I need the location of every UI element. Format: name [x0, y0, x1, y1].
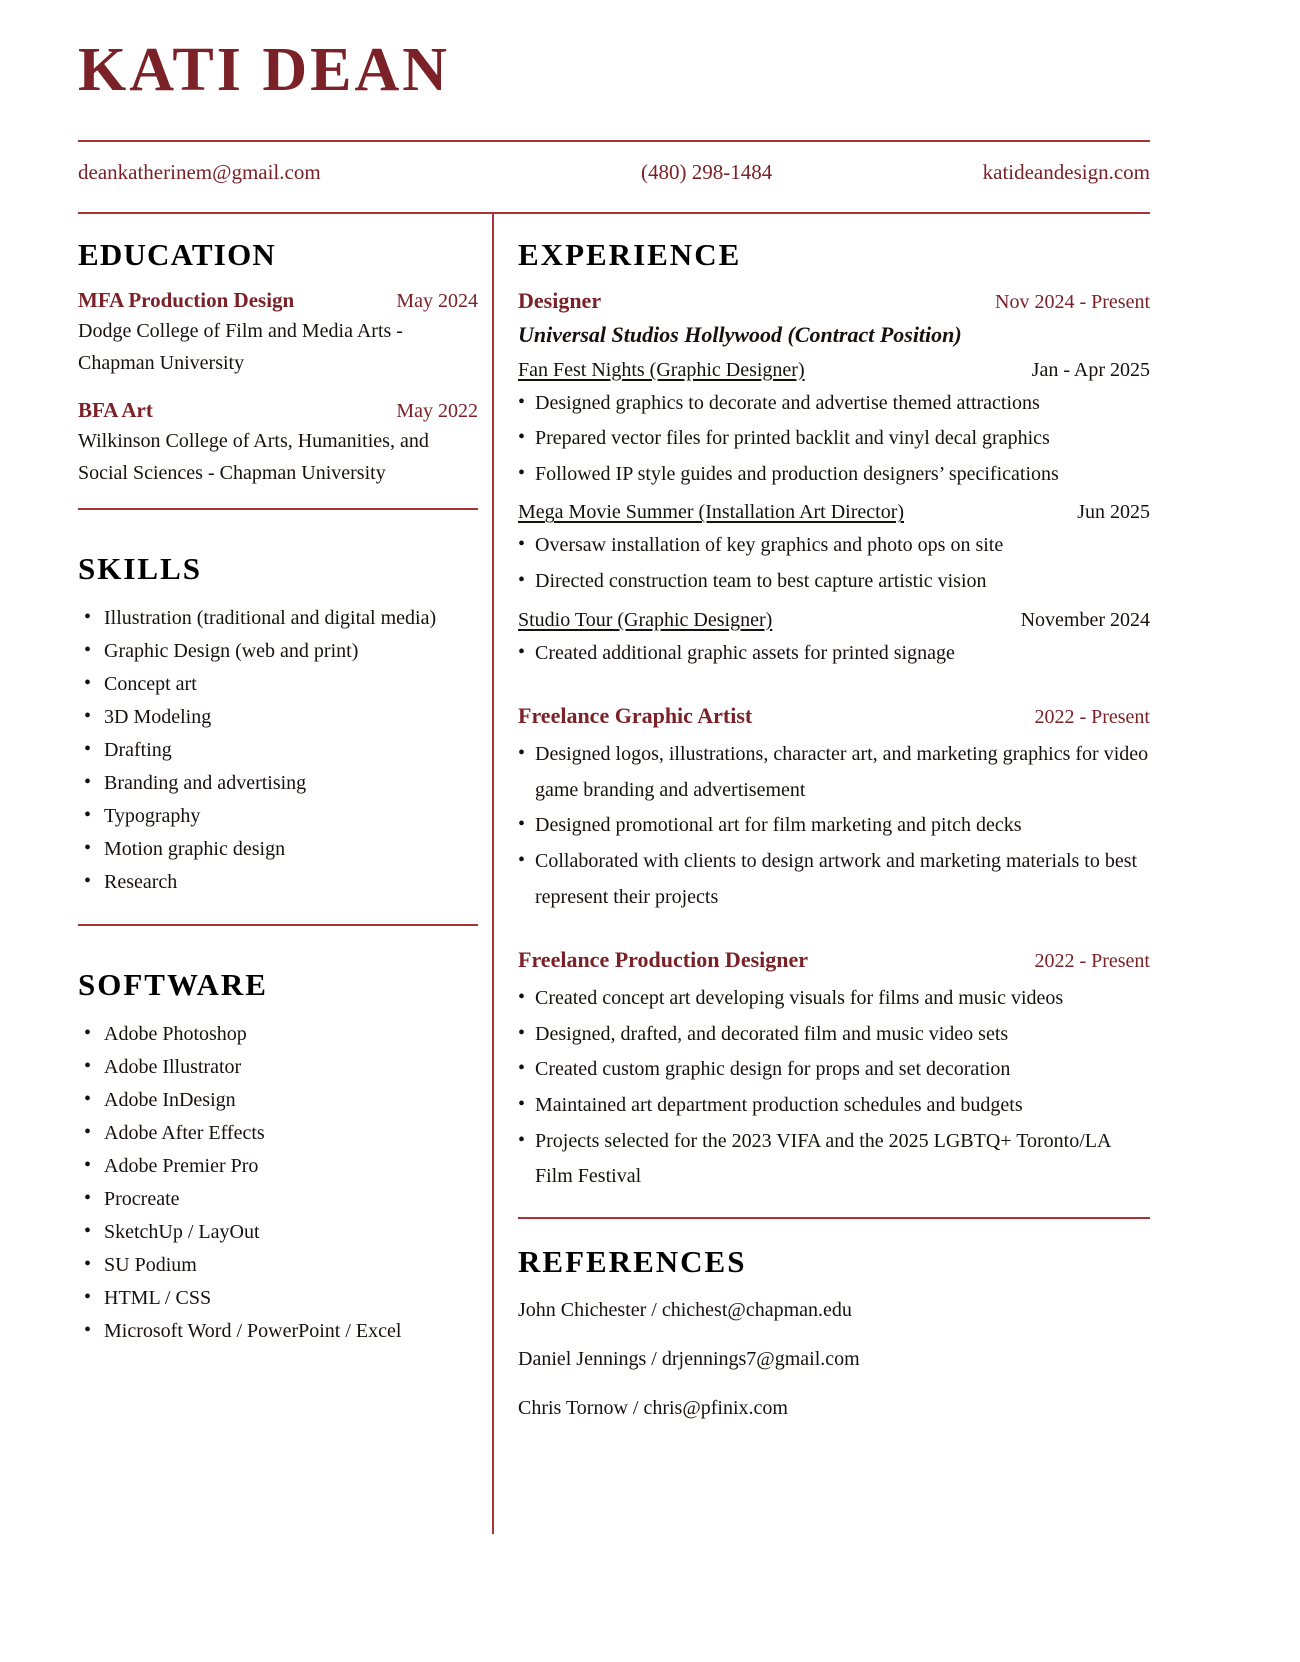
job-title: Freelance Production Designer [518, 947, 809, 973]
job-title: Freelance Graphic Artist [518, 703, 753, 729]
candidate-name: KATI DEAN [78, 36, 451, 104]
job-header [518, 947, 1150, 973]
list-item: • Typography [78, 800, 478, 832]
job-date: Nov 2024 - Present [995, 291, 1150, 314]
education-divider [78, 508, 478, 510]
contact-divider [78, 212, 1150, 214]
list-item: • Designed logos, illustrations, character art, and marketing graphics for video game branding and advertisement [518, 737, 1150, 808]
job-title: Designer [518, 288, 602, 314]
references-list [518, 1295, 1150, 1424]
list-item: • Research [78, 866, 478, 898]
skills-list [78, 602, 478, 898]
list-item: • SU Podium [78, 1249, 478, 1281]
list-item: • Directed construction team to best capture artistic vision [518, 564, 1150, 600]
list-item: • Motion graphic design [78, 833, 478, 865]
list-item: • Adobe Premier Pro [78, 1150, 478, 1182]
experience-divider [518, 1217, 1150, 1219]
list-item: • Created concept art developing visuals for films and music videos [518, 981, 1150, 1017]
experience-job [518, 703, 1150, 915]
education-date: May 2022 [396, 399, 478, 422]
skills-divider [78, 924, 478, 926]
job-header [518, 703, 1150, 729]
list-item: • Collaborated with clients to design artwork and marketing materials to best represent their projects [518, 844, 1150, 915]
experience-section [518, 238, 1150, 1219]
list-item: John Chichester / chichest@chapman.edu [518, 1298, 852, 1321]
job-date: 2022 - Present [1034, 706, 1150, 729]
list-item: • Prepared vector files for printed backlit and vinyl decal graphics [518, 421, 1150, 457]
project-name: Fan Fest Nights (Graphic Designer) [518, 358, 805, 381]
education-heading: EDUCATION [78, 237, 276, 272]
software-heading: SOFTWARE [78, 966, 268, 1002]
education-school: Dodge College of Film and Media Arts - Chapman University [78, 320, 403, 375]
spacer [518, 677, 1150, 703]
resume-header [78, 38, 1150, 103]
spacer [518, 921, 1150, 947]
list-item: • Created custom graphic design for props and set decoration [518, 1052, 1150, 1088]
project-bullets [518, 386, 1150, 493]
right-column [518, 238, 1150, 1442]
list-item: • Branding and advertising [78, 767, 478, 799]
experience-job [518, 947, 1150, 1195]
list-item: • Illustration (traditional and digital media) [78, 602, 478, 634]
skills-section [78, 552, 478, 926]
list-item: Daniel Jennings / drjennings7@gmail.com [518, 1347, 860, 1370]
job-company: Universal Studios Hollywood (Contract Position) [518, 322, 962, 348]
project-header [518, 359, 1150, 382]
left-column [78, 238, 478, 1348]
skills-heading: SKILLS [78, 550, 203, 586]
software-section [78, 968, 478, 1347]
list-item: • Adobe After Effects [78, 1117, 478, 1149]
list-item: • Procreate [78, 1183, 478, 1215]
education-date: May 2024 [396, 290, 478, 313]
list-item: • Maintained art department production schedules and budgets [518, 1088, 1150, 1124]
list-item: • SketchUp / LayOut [78, 1216, 478, 1248]
experience-heading: EXPERIENCE [518, 237, 742, 272]
list-item: • Followed IP style guides and production designers’ specifications [518, 457, 1150, 493]
references-heading: REFERENCES [518, 1243, 747, 1279]
job-bullets [518, 737, 1150, 915]
project-name: Mega Movie Summer (Installation Art Director) [518, 501, 905, 524]
project-header [518, 501, 1150, 524]
list-item: • Drafting [78, 734, 478, 766]
education-degree: MFA Production Design [78, 288, 295, 313]
list-item: Chris Tornow / chris@pfinix.com [518, 1396, 788, 1419]
header-divider [78, 140, 1150, 142]
software-list [78, 1018, 478, 1347]
contact-phone[interactable]: (480) 298-1484 [641, 160, 773, 184]
list-item: • Designed promotional art for film marketing and pitch decks [518, 808, 1150, 844]
contact-website[interactable]: katideandesign.com [982, 160, 1150, 184]
project-date: Jun 2025 [1077, 501, 1150, 524]
education-degree: BFA Art [78, 397, 153, 422]
list-item: • 3D Modeling [78, 701, 478, 733]
list-item: • Designed graphics to decorate and advertise themed attractions [518, 386, 1150, 422]
list-item: • Adobe InDesign [78, 1084, 478, 1116]
job-bullets [518, 981, 1150, 1195]
list-item: • Projects selected for the 2023 VIFA and the 2025 LGBTQ+ Toronto/LA Film Festival [518, 1124, 1150, 1195]
project-date: Jan - Apr 2025 [1031, 358, 1150, 381]
project-header [518, 609, 1150, 632]
education-entry [78, 398, 478, 490]
education-section [78, 238, 478, 510]
contact-row [78, 160, 1150, 185]
education-entry [78, 288, 478, 380]
list-item: • Adobe Photoshop [78, 1018, 478, 1050]
list-item: • Designed, drafted, and decorated film and music video sets [518, 1017, 1150, 1053]
list-item: • Oversaw installation of key graphics and photo ops on site [518, 528, 1150, 564]
project-bullets [518, 528, 1150, 599]
list-item: • Microsoft Word / PowerPoint / Excel [78, 1315, 478, 1347]
education-school: Wilkinson College of Arts, Humanities, and Social Sciences - Chapman University [78, 429, 429, 485]
education-entry-header [78, 398, 478, 423]
list-item: • HTML / CSS [78, 1282, 478, 1314]
contact-email[interactable]: deankatherinem@gmail.com [78, 160, 321, 184]
references-section [518, 1245, 1150, 1424]
job-date: 2022 - Present [1034, 950, 1150, 973]
job-header [518, 288, 1150, 314]
list-item: • Concept art [78, 668, 478, 700]
experience-job [518, 288, 1150, 671]
project-date: November 2024 [1020, 608, 1150, 631]
list-item: • Adobe Illustrator [78, 1051, 478, 1083]
column-divider [492, 214, 494, 1534]
list-item: • Created additional graphic assets for printed signage [518, 636, 1150, 672]
list-item: • Graphic Design (web and print) [78, 635, 478, 667]
project-name: Studio Tour (Graphic Designer) [518, 608, 773, 631]
education-entry-header [78, 288, 478, 313]
project-bullets [518, 636, 1150, 672]
